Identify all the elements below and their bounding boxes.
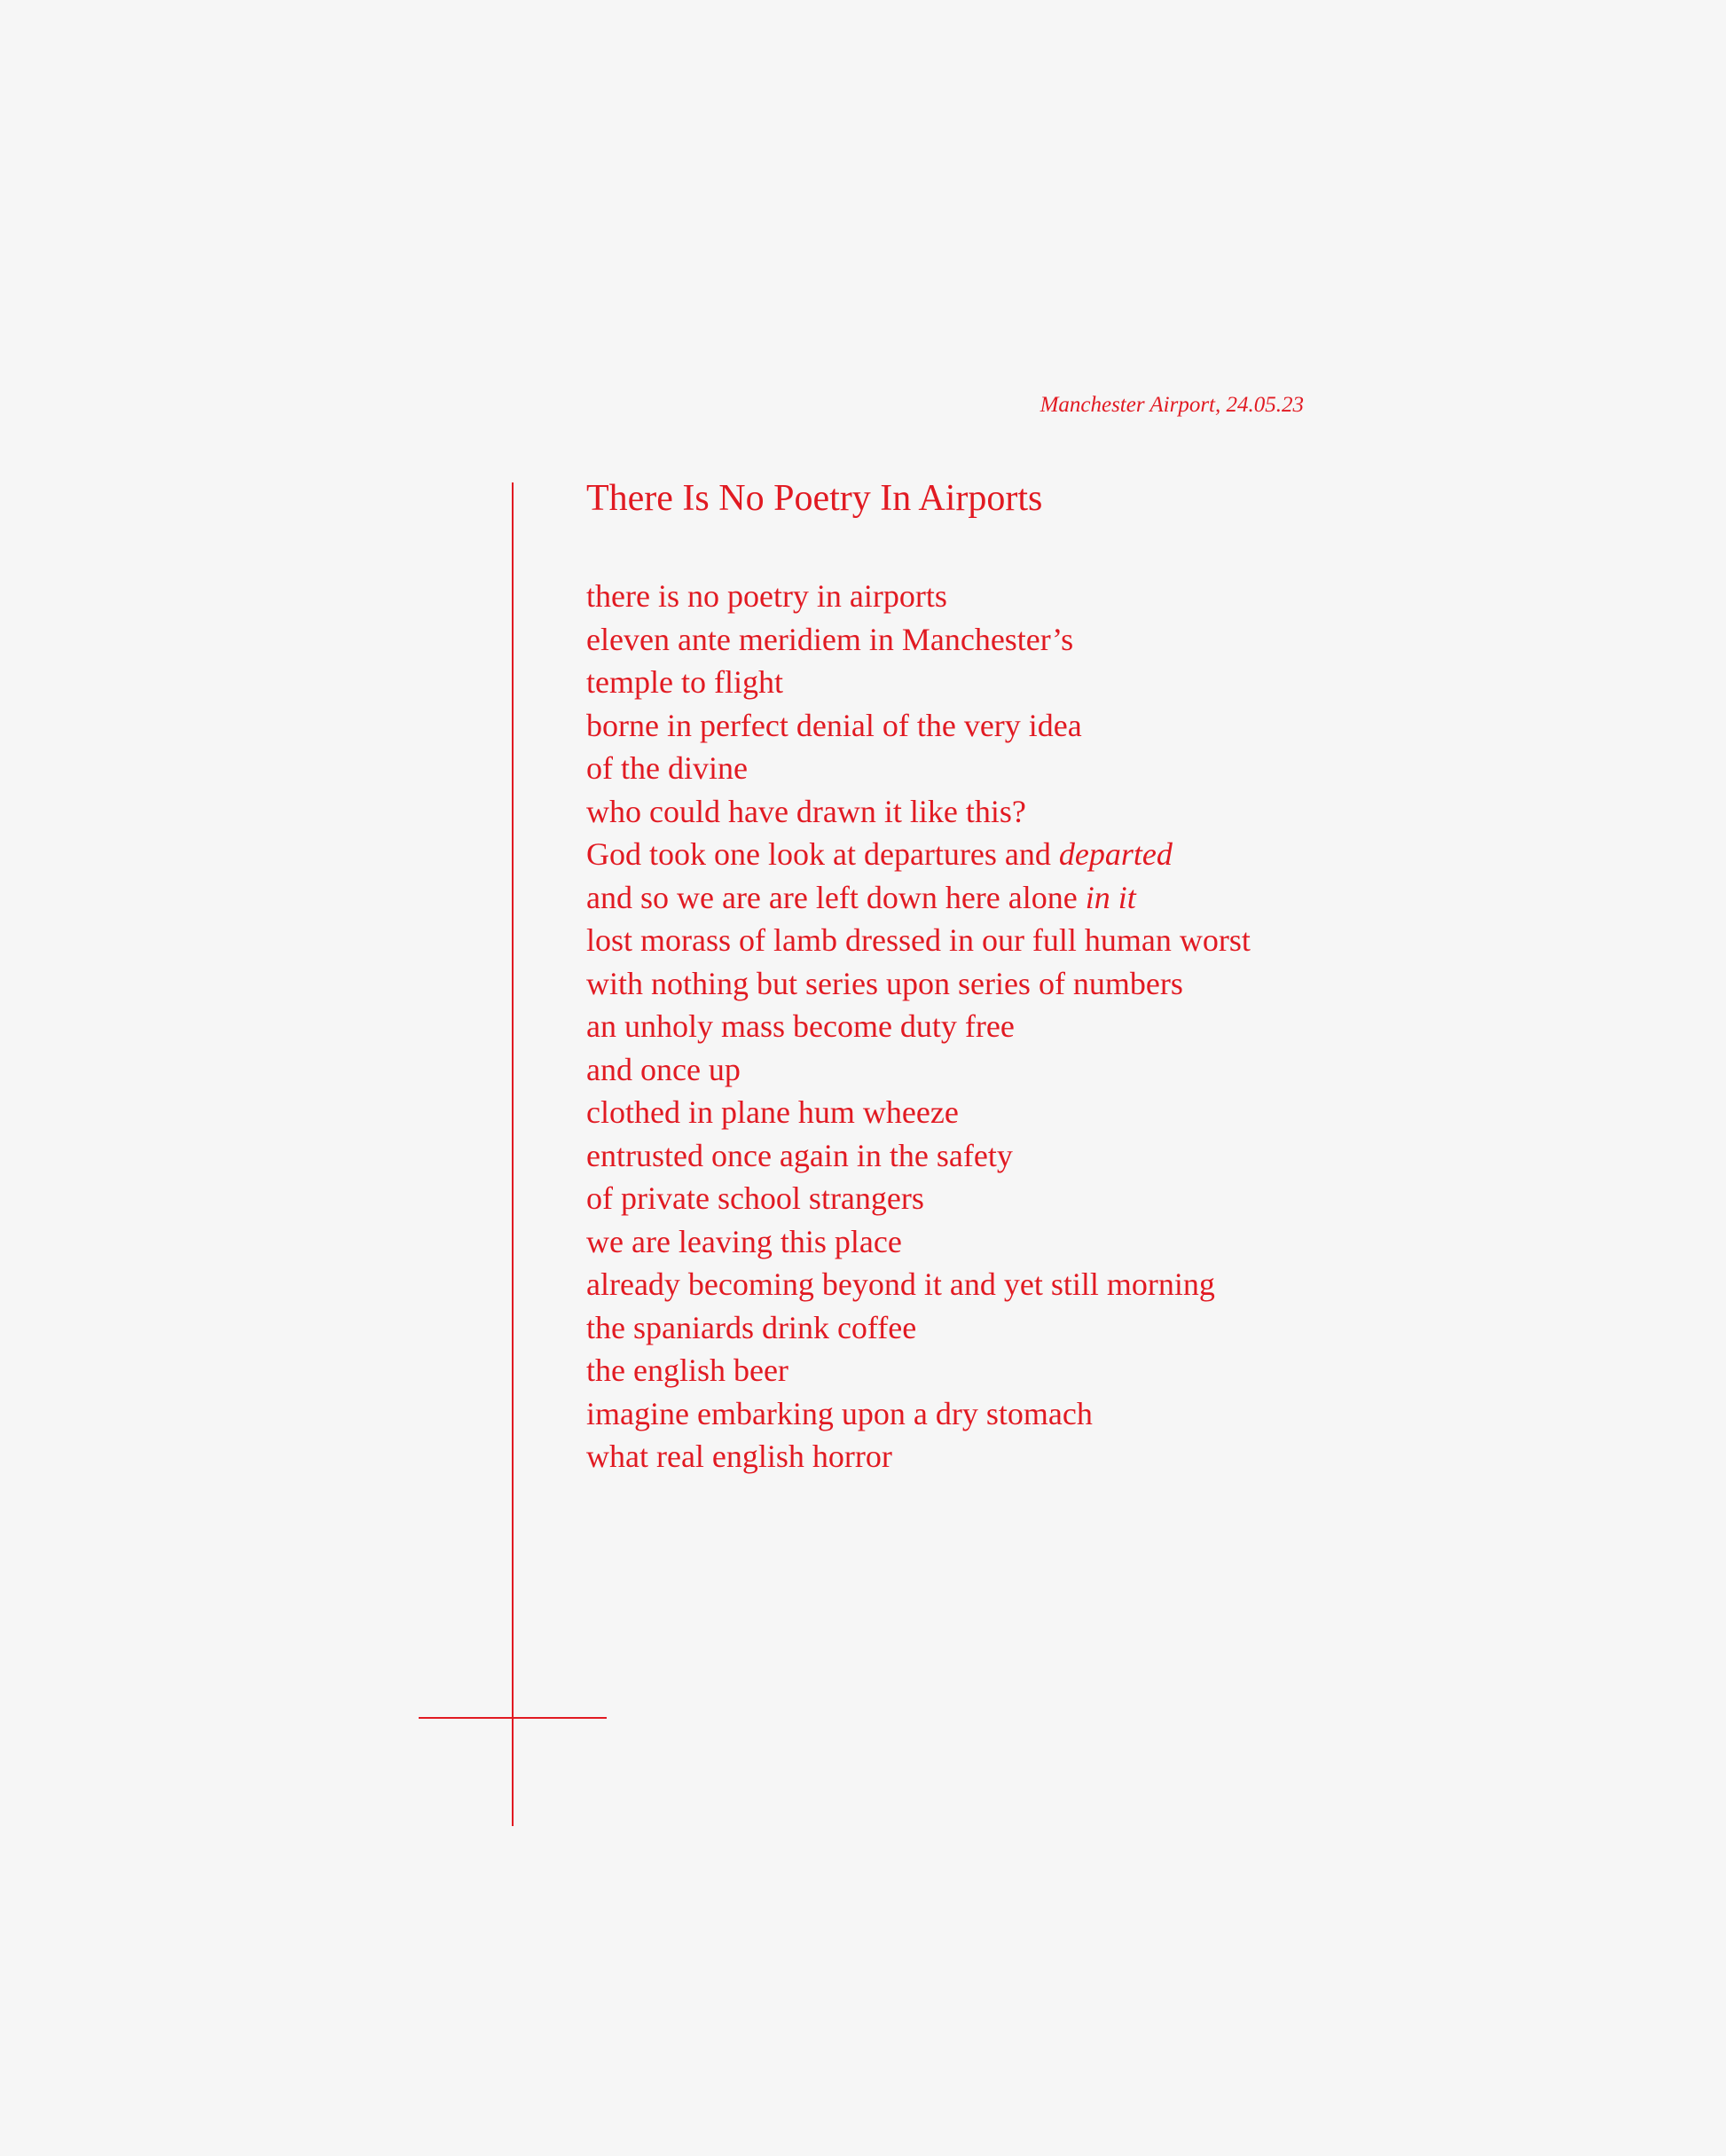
italic-word: in it	[1085, 879, 1136, 915]
poem-line: lost morass of lamb dressed in our full human worst	[586, 922, 1251, 958]
dateline: Manchester Airport, 24.05.23	[1040, 393, 1304, 417]
poem-line: God took one look at departures and departed	[586, 836, 1173, 872]
poem-line: of private school strangers	[586, 1180, 924, 1216]
poem-line: clothed in plane hum wheeze	[586, 1094, 959, 1130]
poem-title: There Is No Poetry In Airports	[586, 478, 1043, 519]
poem-line: what real english horror	[586, 1439, 892, 1474]
poem-line: borne in perfect denial of the very idea	[586, 707, 1082, 743]
poem-line: eleven ante meridiem in Manchester’s	[586, 621, 1074, 657]
poem-line: we are leaving this place	[586, 1223, 902, 1259]
poem-line: the english beer	[586, 1352, 788, 1388]
poem-line: temple to flight	[586, 664, 783, 700]
poem-body	[586, 575, 1251, 1478]
poem-line: who could have drawn it like this?	[586, 793, 1026, 829]
poem-line: the spaniards drink coffee	[586, 1309, 917, 1345]
poem-line: already becoming beyond it and yet still morning	[586, 1266, 1215, 1302]
poem-line: an unholy mass become duty free	[586, 1008, 1015, 1044]
italic-word: departed	[1058, 836, 1173, 872]
poem-line: imagine embarking upon a dry stomach	[586, 1395, 1093, 1431]
poem-line: of the divine	[586, 750, 748, 786]
horizontal-rule	[419, 1717, 607, 1719]
poem-line: and so we are are left down here alone in it	[586, 879, 1136, 915]
poem-line: there is no poetry in airports	[586, 578, 947, 614]
vertical-rule	[512, 482, 514, 1826]
poem-line: entrusted once again in the safety	[586, 1137, 1013, 1173]
poem-line: and once up	[586, 1051, 741, 1087]
poem-line: with nothing but series upon series of numbers	[586, 965, 1183, 1001]
